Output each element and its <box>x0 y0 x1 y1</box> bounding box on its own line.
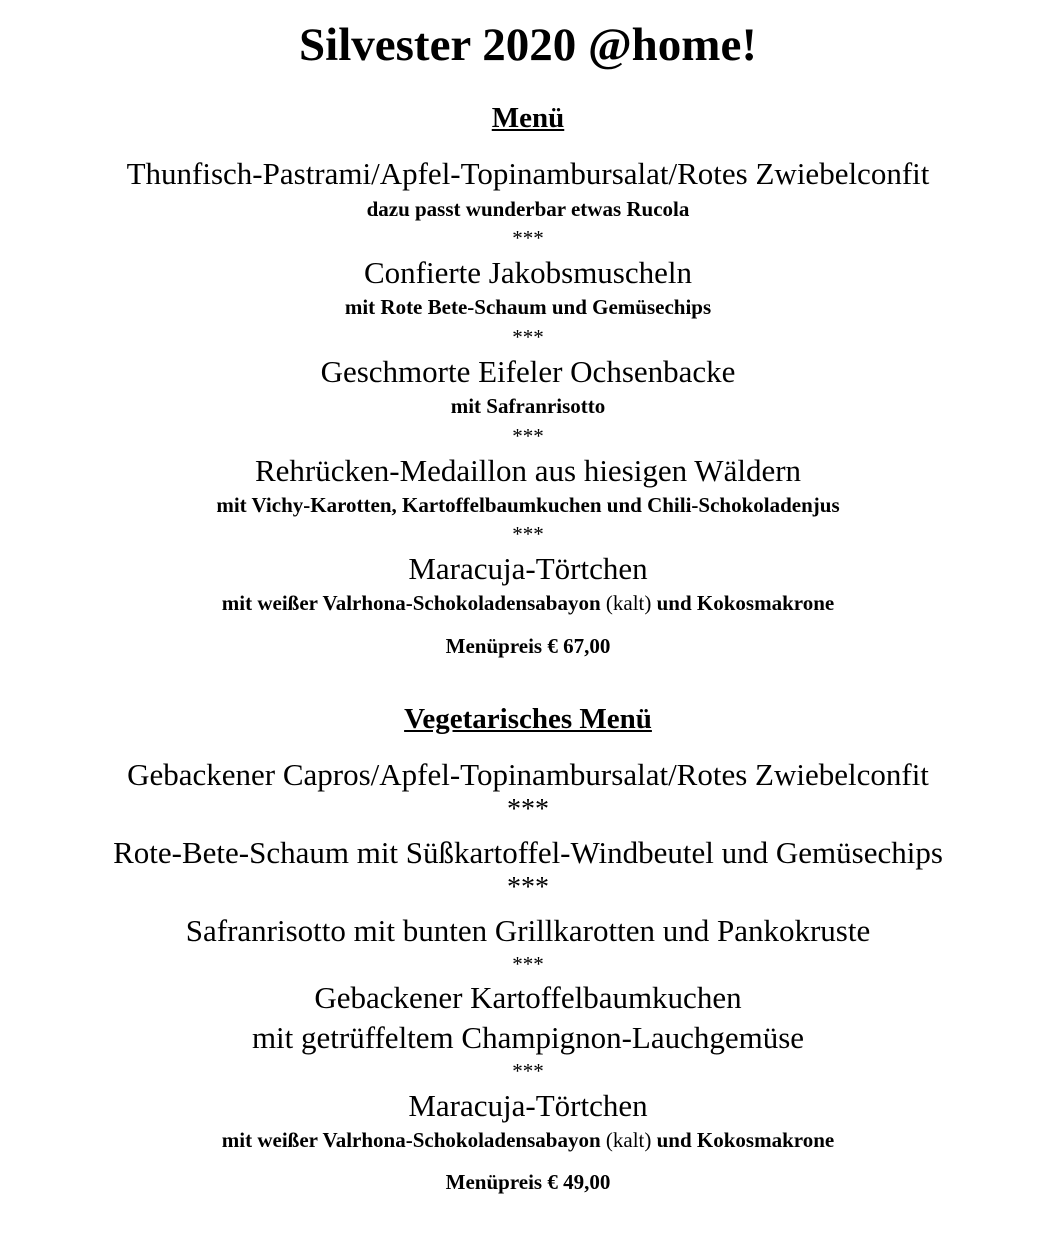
course-3-dish: Geschmorte Eifeler Ochsenbacke <box>320 354 736 389</box>
separator: *** <box>512 952 544 976</box>
course-2-dish: Confierte Jakobsmuscheln <box>363 255 692 290</box>
course-3-detail: mit Safranrisotto <box>450 394 606 418</box>
detail-note: (kalt) <box>605 1128 652 1152</box>
course-4-dish: Rehrücken-Medaillon aus hiesigen Wäldern <box>254 453 802 488</box>
separator: *** <box>507 794 549 825</box>
separator: *** <box>512 1059 544 1083</box>
menu-heading: Menü <box>491 102 565 134</box>
veg-course-5-dish: Maracuja-Törtchen <box>408 1088 648 1123</box>
course-1-detail: dazu passt wunderbar etwas Rucola <box>366 197 690 221</box>
veg-menu-heading: Vegetarisches Menü <box>404 703 652 735</box>
detail-text: mit weißer Valrhona-Schokoladensabayon <box>221 591 606 615</box>
detail-note: (kalt) <box>605 591 652 615</box>
detail-text: mit weißer Valrhona-Schokoladensabayon <box>221 1128 606 1152</box>
veg-course-5-detail <box>0 1127 1056 1153</box>
separator: *** <box>512 226 544 250</box>
separator: *** <box>512 522 544 546</box>
separator: *** <box>507 872 549 903</box>
course-5-detail <box>0 590 1056 616</box>
course-5-dish: Maracuja-Törtchen <box>408 551 648 586</box>
veg-course-1-dish: Gebackener Capros/Apfel-Topinambursalat/Rotes Zwiebelconfit <box>127 757 929 792</box>
separator: *** <box>512 424 544 448</box>
veg-course-4-dish-line2: mit getrüffeltem Champignon-Lauchgemüse <box>251 1020 805 1055</box>
detail-text: und Kokosmakrone <box>651 1128 835 1152</box>
course-4-detail: mit Vichy-Karotten, Kartoffelbaumkuchen und Chili-Schokoladenjus <box>216 493 840 517</box>
veg-course-3-dish: Safranrisotto mit bunten Grillkarotten und Pankokruste <box>185 913 871 948</box>
course-1-dish: Thunfisch-Pastrami/Apfel-Topinambursalat/Rotes Zwiebelconfit <box>126 156 930 191</box>
veg-menu-price: Menüpreis € 49,00 <box>445 1170 611 1194</box>
menu-price: Menüpreis € 67,00 <box>445 634 611 658</box>
separator: *** <box>512 325 544 349</box>
veg-course-4-dish: Gebackener Kartoffelbaumkuchen <box>314 980 742 1015</box>
veg-course-2-dish: Rote-Bete-Schaum mit Süßkartoffel-Windbeutel und Gemüsechips <box>113 835 943 870</box>
page-title: Silvester 2020 @home! <box>299 19 757 71</box>
detail-text: und Kokosmakrone <box>651 591 835 615</box>
course-2-detail: mit Rote Bete-Schaum und Gemüsechips <box>344 295 712 319</box>
